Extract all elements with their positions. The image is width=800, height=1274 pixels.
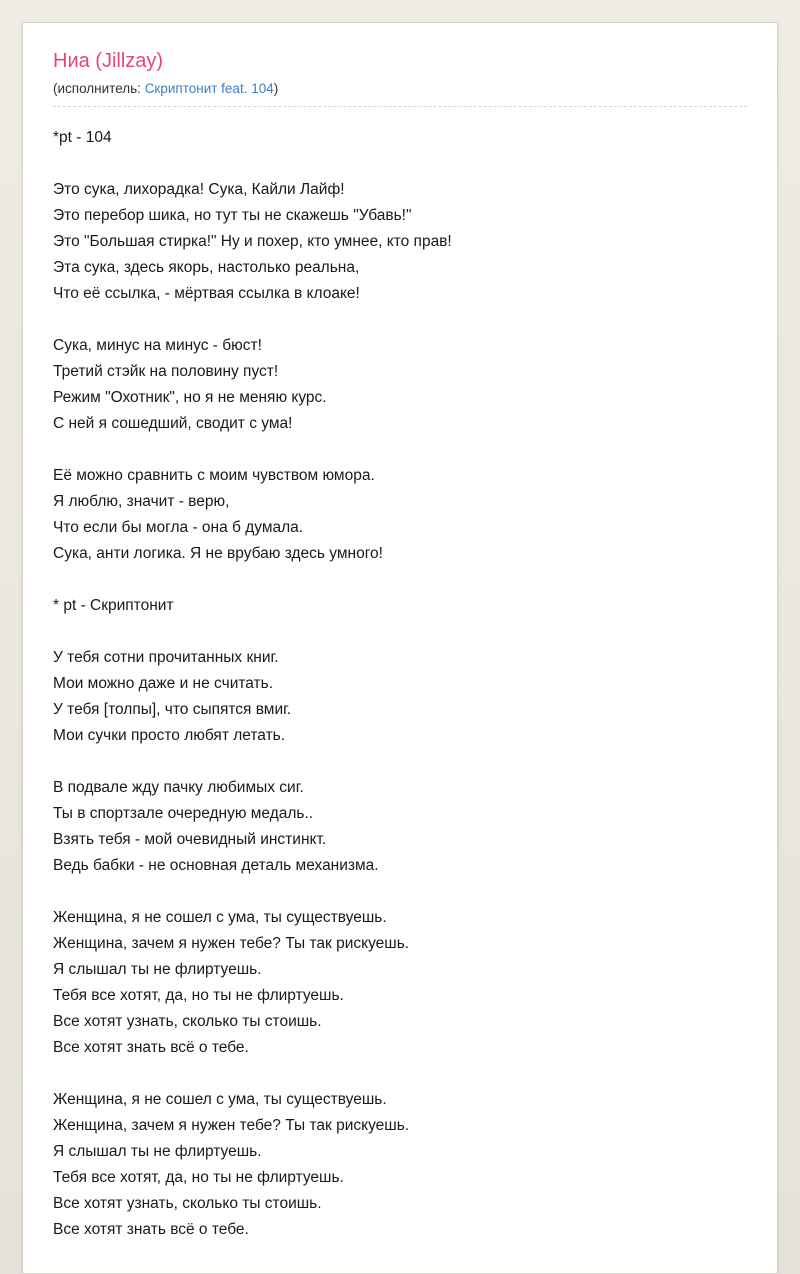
lyrics-line: Сука, анти логика. Я не врубаю здесь умного! [53, 545, 383, 562]
lyrics-line: Что если бы могла - она б думала. [53, 519, 304, 536]
lyrics-line: Ты в спортзале очередную медаль.. [53, 805, 314, 822]
lyrics-block [53, 775, 747, 879]
lyrics-line: У тебя [толпы], что сыпятся вмиг. [53, 701, 292, 718]
lyrics-line: С ней я сошедший, сводит с ума! [53, 415, 293, 432]
lyrics-line: Мои сучки просто любят летать. [53, 727, 286, 744]
lyrics-block [53, 333, 747, 437]
lyrics-line: У тебя сотни прочитанных книг. [53, 649, 279, 666]
lyrics-line: Все хотят узнать, сколько ты стоишь. [53, 1195, 322, 1212]
lyrics-block [53, 463, 747, 567]
lyrics-line: Её можно сравнить с моим чувством юмора. [53, 467, 375, 484]
lyrics-line: Женщина, зачем я нужен тебе? Ты так рискуешь. [53, 935, 410, 952]
lyrics-line: Женщина, я не сошел с ума, ты существуешь. [53, 1091, 387, 1108]
lyrics-line: Я слышал ты не флиртуешь. [53, 1143, 262, 1160]
lyrics-block [53, 125, 747, 151]
lyrics-line: Что её ссылка, - мёртвая ссылка в клоаке! [53, 285, 360, 302]
lyrics-line: Это "Большая стирка!" Ну и похер, кто умнее, кто прав! [53, 233, 452, 250]
performer-link[interactable]: Скриптонит feat. 104 [144, 81, 274, 96]
performer-line [53, 81, 747, 107]
lyrics-line: Ведь бабки - не основная деталь механизма. [53, 857, 379, 874]
lyrics-line: Все хотят узнать, сколько ты стоишь. [53, 1013, 322, 1030]
lyrics-line: В подвале жду пачку любимых сиг. [53, 779, 304, 796]
lyrics-line: Женщина, я не сошел с ума, ты существуешь. [53, 909, 387, 926]
lyrics-line: Взять тебя - мой очевидный инстинкт. [53, 831, 327, 848]
page-title: Ниа (Jillzay) [53, 50, 164, 72]
lyrics-line: Женщина, зачем я нужен тебе? Ты так рискуешь. [53, 1117, 410, 1134]
lyrics-sheet [22, 22, 778, 1274]
lyrics-line: Я слышал ты не флиртуешь. [53, 961, 262, 978]
lyrics-line: Третий стэйк на половину пуст! [53, 363, 279, 380]
lyrics-line: * pt - Скриптонит [53, 597, 174, 614]
lyrics-line: Тебя все хотят, да, но ты не флиртуешь. [53, 987, 344, 1004]
lyrics-line: Сука, минус на минус - бюст! [53, 337, 262, 354]
lyrics-line: Тебя все хотят, да, но ты не флиртуешь. [53, 1169, 344, 1186]
lyrics-block [53, 177, 747, 307]
lyrics-line: Все хотят знать всё о тебе. [53, 1221, 249, 1238]
lyrics-line: Это сука, лихорадка! Сука, Кайли Лайф! [53, 181, 345, 198]
lyrics-block [53, 905, 747, 1061]
lyrics-block [53, 593, 747, 619]
lyrics-block [53, 645, 747, 749]
performer-prefix-label: (исполнитель: [53, 81, 145, 96]
lyrics-line: Эта сука, здесь якорь, настолько реальна, [53, 259, 360, 276]
lyrics-line: Это перебор шика, но тут ты не скажешь "Убавь!" [53, 207, 412, 224]
lyrics-line: Все хотят знать всё о тебе. [53, 1039, 249, 1056]
lyrics-block [53, 1087, 747, 1243]
lyrics-line: *pt - 104 [53, 129, 112, 146]
lyrics-line: Я люблю, значит - верю, [53, 493, 230, 510]
performer-suffix-label: ) [273, 81, 279, 96]
lyrics-body [53, 125, 747, 1243]
lyrics-line: Мои можно даже и не считать. [53, 675, 274, 692]
lyrics-line: Режим "Охотник", но я не меняю курс. [53, 389, 327, 406]
